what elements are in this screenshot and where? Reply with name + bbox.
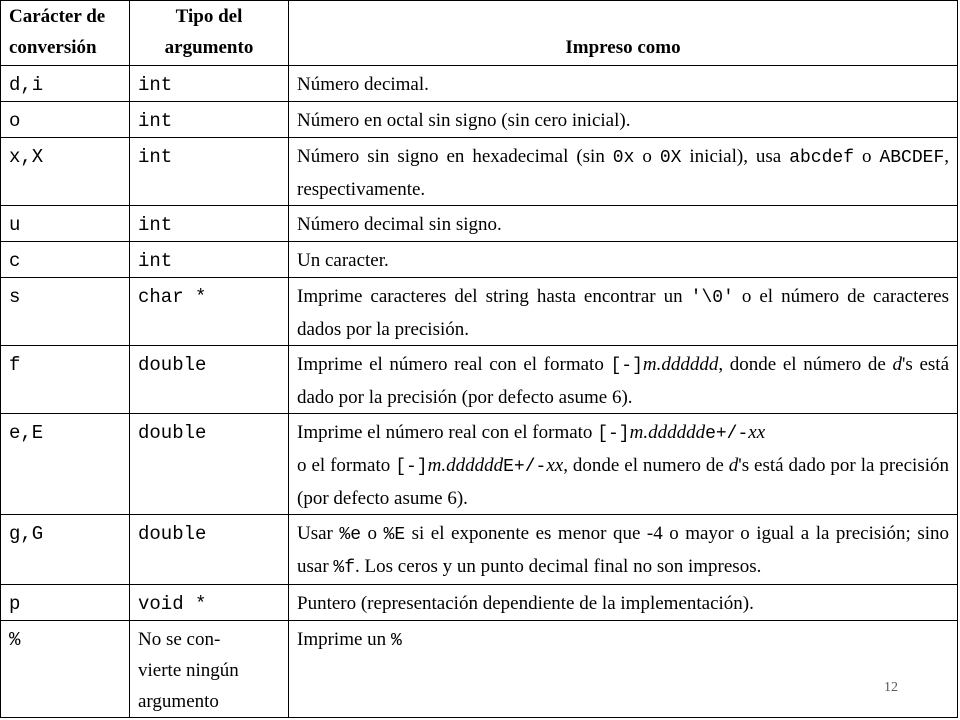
arg-type: int xyxy=(138,250,173,272)
conv-char: d,i xyxy=(9,74,44,96)
table-row xyxy=(1,515,958,585)
printed-as: Imprime caracteres del string hasta encontrar un '\0' o el número de caracteres dados por la precisión. xyxy=(289,278,958,346)
printed-as: Número sin signo en hexadecimal (sin 0x o 0X inicial), usa abcdef o ABCDEF, respectivamente. xyxy=(289,138,958,206)
printed-as: Usar %e o %E si el exponente es menor que -4 o mayor o igual a la precisión; sino usar %f. Los ceros y un punto decimal final no son impresos. xyxy=(289,515,958,585)
conv-char: p xyxy=(9,593,21,615)
conv-char: s xyxy=(9,286,21,308)
table-row xyxy=(1,102,958,138)
table-row xyxy=(1,585,958,621)
table-row xyxy=(1,414,958,515)
page-number: 12 xyxy=(884,680,898,695)
printed-as: Un caracter. xyxy=(289,242,958,278)
arg-type: No se con- vierte ningún argumento xyxy=(130,621,289,718)
arg-type: int xyxy=(138,74,173,96)
printed-as: Puntero (representación dependiente de la implementación). xyxy=(289,585,958,621)
printed-as: Número decimal. xyxy=(289,66,958,102)
printed-as: Imprime el número real con el formato [-]m.dddddd, donde el número de d's está dado por la precisión (por defecto asume 6). xyxy=(289,346,958,414)
arg-type: int xyxy=(138,110,173,132)
conv-char: % xyxy=(9,629,21,651)
arg-type: double xyxy=(138,354,207,376)
conv-char: x,X xyxy=(9,146,44,168)
conv-char: f xyxy=(9,354,21,376)
arg-type: double xyxy=(138,523,207,545)
conv-char: g,G xyxy=(9,523,44,545)
conv-char: o xyxy=(9,110,21,132)
printed-as: Número decimal sin signo. xyxy=(289,206,958,242)
conv-char: u xyxy=(9,214,21,236)
table-row xyxy=(1,206,958,242)
table-row xyxy=(1,138,958,206)
arg-type: char * xyxy=(138,286,207,308)
arg-type: double xyxy=(138,422,207,444)
header-printed-as: Impreso como xyxy=(289,1,958,66)
header-conversion-char: Carácter de conversión xyxy=(1,1,130,66)
table-row xyxy=(1,278,958,346)
table-row xyxy=(1,346,958,414)
header-argument-type: Tipo del argumento xyxy=(130,1,289,66)
printed-as: Imprime el número real con el formato [-]m.dddddde+/-xx o el formato [-]m.ddddddE+/-xx, donde el numero de d's está dado por la precisión (por defecto asume 6). xyxy=(289,414,958,515)
conv-char: e,E xyxy=(9,422,44,444)
table-row xyxy=(1,242,958,278)
arg-type: int xyxy=(138,146,173,168)
conv-char: c xyxy=(9,250,21,272)
table-row xyxy=(1,621,958,718)
printed-as: Número en octal sin signo (sin cero inicial). xyxy=(289,102,958,138)
arg-type: int xyxy=(138,214,173,236)
table-row xyxy=(1,66,958,102)
arg-type: void * xyxy=(138,593,207,615)
table-header-row xyxy=(1,1,958,66)
printed-as: Imprime un % xyxy=(289,621,958,718)
